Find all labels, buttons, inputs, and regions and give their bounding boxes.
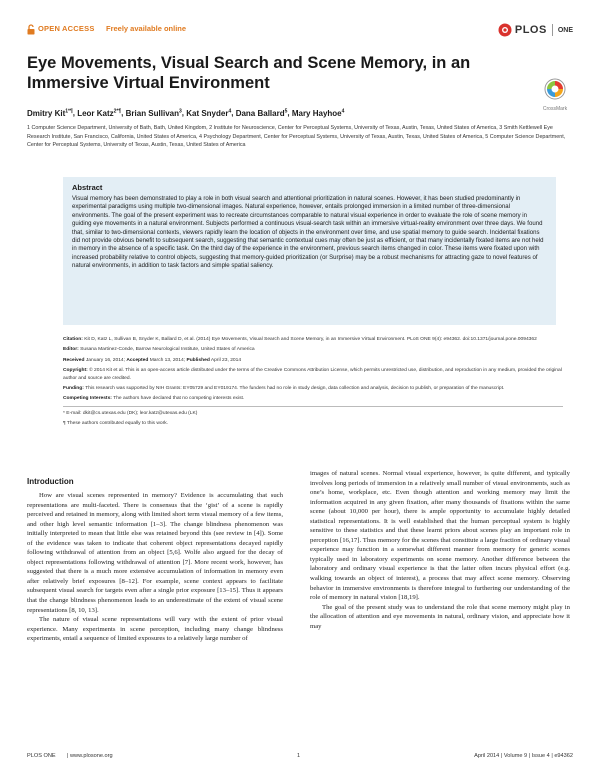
plos-one-logo[interactable] <box>498 22 573 38</box>
body-column-left <box>27 491 283 644</box>
contact-email[interactable]: * E-mail: dkit@cs.utexas.edu (DK); leor.katz@utexas.edu (LK) <box>63 410 198 416</box>
abstract-text: Visual memory has been demonstrated to play a role in both visual search and attentional prioritization in natural scenes. However, it has been studied predominantly in experimental paradigms using multiple two-dimensional images. Natural experience, however, entails prolonged immersion in a limited number of three-dimensional environments. The goal of the present experiment was to recreate circumstances comparable to natural visual experience in order to evaluate the role of scene memory in guiding eye movements in a natural environment. Subjects performed a continuous visual-search task within an immersive virtual-reality environment over three days. We found that, similar to two-dimensional contexts, viewers rapidly learn the location of objects in the environment over time, and use spatial memory to guide search. Incidental fixations did not provide obvious benefit to subsequent search, suggesting that semantic contextual cues may often be just as efficient, or that many incidentally fixated items are not held in memory in the absence of a specific task. On the third day of the experience in the environment, previous search items changed in color. These items were fixated upon with increased probability relative to control objects, suggesting that memory-guided prioritization (or Surprise) may be a robust mechanisms for attracting gaze to novel features of natural environments, in addition to task factors and simple spatial saliency. <box>72 196 544 270</box>
article-title: Eye Movements, Visual Search and Scene Memory, in an Immersive Virtual Environment <box>27 54 471 92</box>
paragraph: How are visual scenes represented in memory? Evidence is accumulating that such representations are multi-faceted. There is consensus that the ‘gist’ of a scene is rapidly perceived and retained in memory, along with limited short term visual memory of a few items, and other high level semantic information [1–3]. The change blindness phenomenon was initially interpreted to mean that little else was retained beyond this (see review in [4]). Some of the evidence was taken to indicate that coherent object representations decayed rapidly following withdrawal of attention from an object [5,6]. Wolfe also argued for the decay of object representations following withdrawal of attention [7]. More recent work, however, has suggested that there is a much more extensive accumulation of information in memory even after relatively brief exposures [8–12]. For example, scene context appears to facilitate subsequent visual search for targets even after a single prior exposure [13–15]. Thus it appears that the change blindness phenomenon leads to an underestimate of the extent of visual scene representations [8, 10, 13]. <box>27 492 283 614</box>
funding: Funding: This research was supported by NIH Grants: EY05729 and EY019174. The funders had no role in study design, data collection and analysis, decision to publish, or preparation of the manuscript. <box>63 386 505 392</box>
article-metadata <box>63 336 563 431</box>
competing-interests: Competing Interests: The authors have declared that no competing interests exist. <box>63 396 245 402</box>
journal-name: ONE <box>557 26 573 34</box>
page-number: 1 <box>297 753 301 759</box>
affiliations: 1 Computer Science Department, University of Bath, Bath, United Kingdom, 2 Institute for Neuroscience, Center for Perceptual Systems, University of Texas, Austin, Texas, United States of America, 3 Smith Kettlewell Eye Research Institute, San Francisco, California, United States of America, 4 Psychology Department, Center for Perceptual Systems, University of Texas, Austin, Texas, United States of America, 5 Computer Science Department, Center for Perceptual Systems, University of Texas, Austin, Texas, United States of America <box>27 125 566 149</box>
divider <box>63 406 563 407</box>
author[interactable]: Dmitry Kit$^{1*\P}$ <box>27 108 73 118</box>
author[interactable]: Mary Hayhoe$^4$ <box>291 108 345 118</box>
dates: Received January 16, 2014; Accepted March 13, 2014; Published April 23, 2014 <box>63 357 242 363</box>
freely-available-label: Freely available online <box>106 24 187 33</box>
paragraph: The nature of visual scene representations will vary with the extent of prior visual experience. Many experiments in scene perception, including many change blindness experiments, entail a sequence of limited exposures to a relatively large number of <box>27 616 283 643</box>
footer-journal: PLOS ONE <box>27 753 56 759</box>
abstract-heading: Abstract <box>72 183 103 192</box>
author[interactable]: Brian Sullivan$^3$ <box>125 108 182 118</box>
body-column-right <box>310 469 570 631</box>
footer-issue: April 2014 | Volume 9 | Issue 4 | e94362 <box>474 753 573 759</box>
paragraph: The goal of the present study was to understand the role that scene memory might play in the allocation of attention and eye movements in natural, ordinary vision, and appreciate how it may <box>310 603 570 630</box>
author-list: Dmitry Kit$^{1*\P}$, Leor Katz$^{2*\P}$, Brian Sullivan$^3$, Kat Snyder$^4$, Dana Ballard$^5$, Mary Hayhoe$^4$ <box>27 108 345 118</box>
footer-url[interactable]: | www.plosone.org <box>67 753 113 759</box>
paragraph: images of natural scenes. Normal visual experience, however, is quite different, and typically involves long periods of immersion in a relatively small number of visual environments, such as one’s home, workplace, etc. Even though attention and working memory may limit the information acquired in any given fixation, after many thousands of fixations within the same scene (about 10,000 per hour), there is ample opportunity to accumulate highly detailed statistical representations. It is well established that the human perceptual system is highly sensitive to these statistics and that these learnt priors about scenes play an important role in perception [16,17]. Thus memory for the scenes that constitute a large fraction of ordinary visual experience may function in a somewhat different manner from memory for generic scenes typically used in laboratory experiments on scene memory. Another difference between the laboratory and ordinary visual experience is that the latter often incurs physical effort (e.g. walking towards an object of interest), a process that may affect scene memory. Observing behavior in immersive environments is therefore integral to furthering our understanding of the role of memory in natural vision [18,19]. <box>310 470 570 602</box>
page-footer <box>27 753 573 763</box>
equal-contribution-note: ¶ These authors contributed equally to this work. <box>63 421 169 427</box>
author[interactable]: Kat Snyder$^4$ <box>186 108 232 118</box>
author[interactable]: Leor Katz$^{2*\P}$ <box>77 108 122 118</box>
author[interactable]: Dana Ballard$^5$ <box>235 108 288 118</box>
editor: Editor: Susana Martinez-Conde, Barrow Neurological Institute, United States of America <box>63 347 255 353</box>
open-access-lock-icon <box>27 24 35 35</box>
open-access-label: OPEN ACCESS <box>38 24 95 33</box>
introduction-heading: Introduction <box>27 477 74 486</box>
journal-header <box>27 22 573 38</box>
copyright: Copyright: © 2014 Kit et al. This is an open-access article distributed under the terms of the Creative Commons Attribution License, which permits unrestricted use, distribution, and reproduction in any medium, provided the original author and source are credited. <box>63 368 562 381</box>
crossmark-label: CrossMark <box>542 106 568 112</box>
abstract-box <box>63 177 556 325</box>
plos-logo-icon <box>498 23 512 37</box>
crossmark-icon <box>544 78 566 100</box>
logo-divider <box>552 24 553 36</box>
plos-wordmark: PLOS <box>514 24 547 36</box>
citation: Citation: Kit D, Katz L, Sullivan B, Snyder K, Ballard D, et al. (2014) Eye Movements, Visual Search and Scene Memory, in an Immersive Virtual Environment. PLoS ONE 9(4): e94362. doi:10.1371/journal.pone.0094362 <box>63 337 537 342</box>
